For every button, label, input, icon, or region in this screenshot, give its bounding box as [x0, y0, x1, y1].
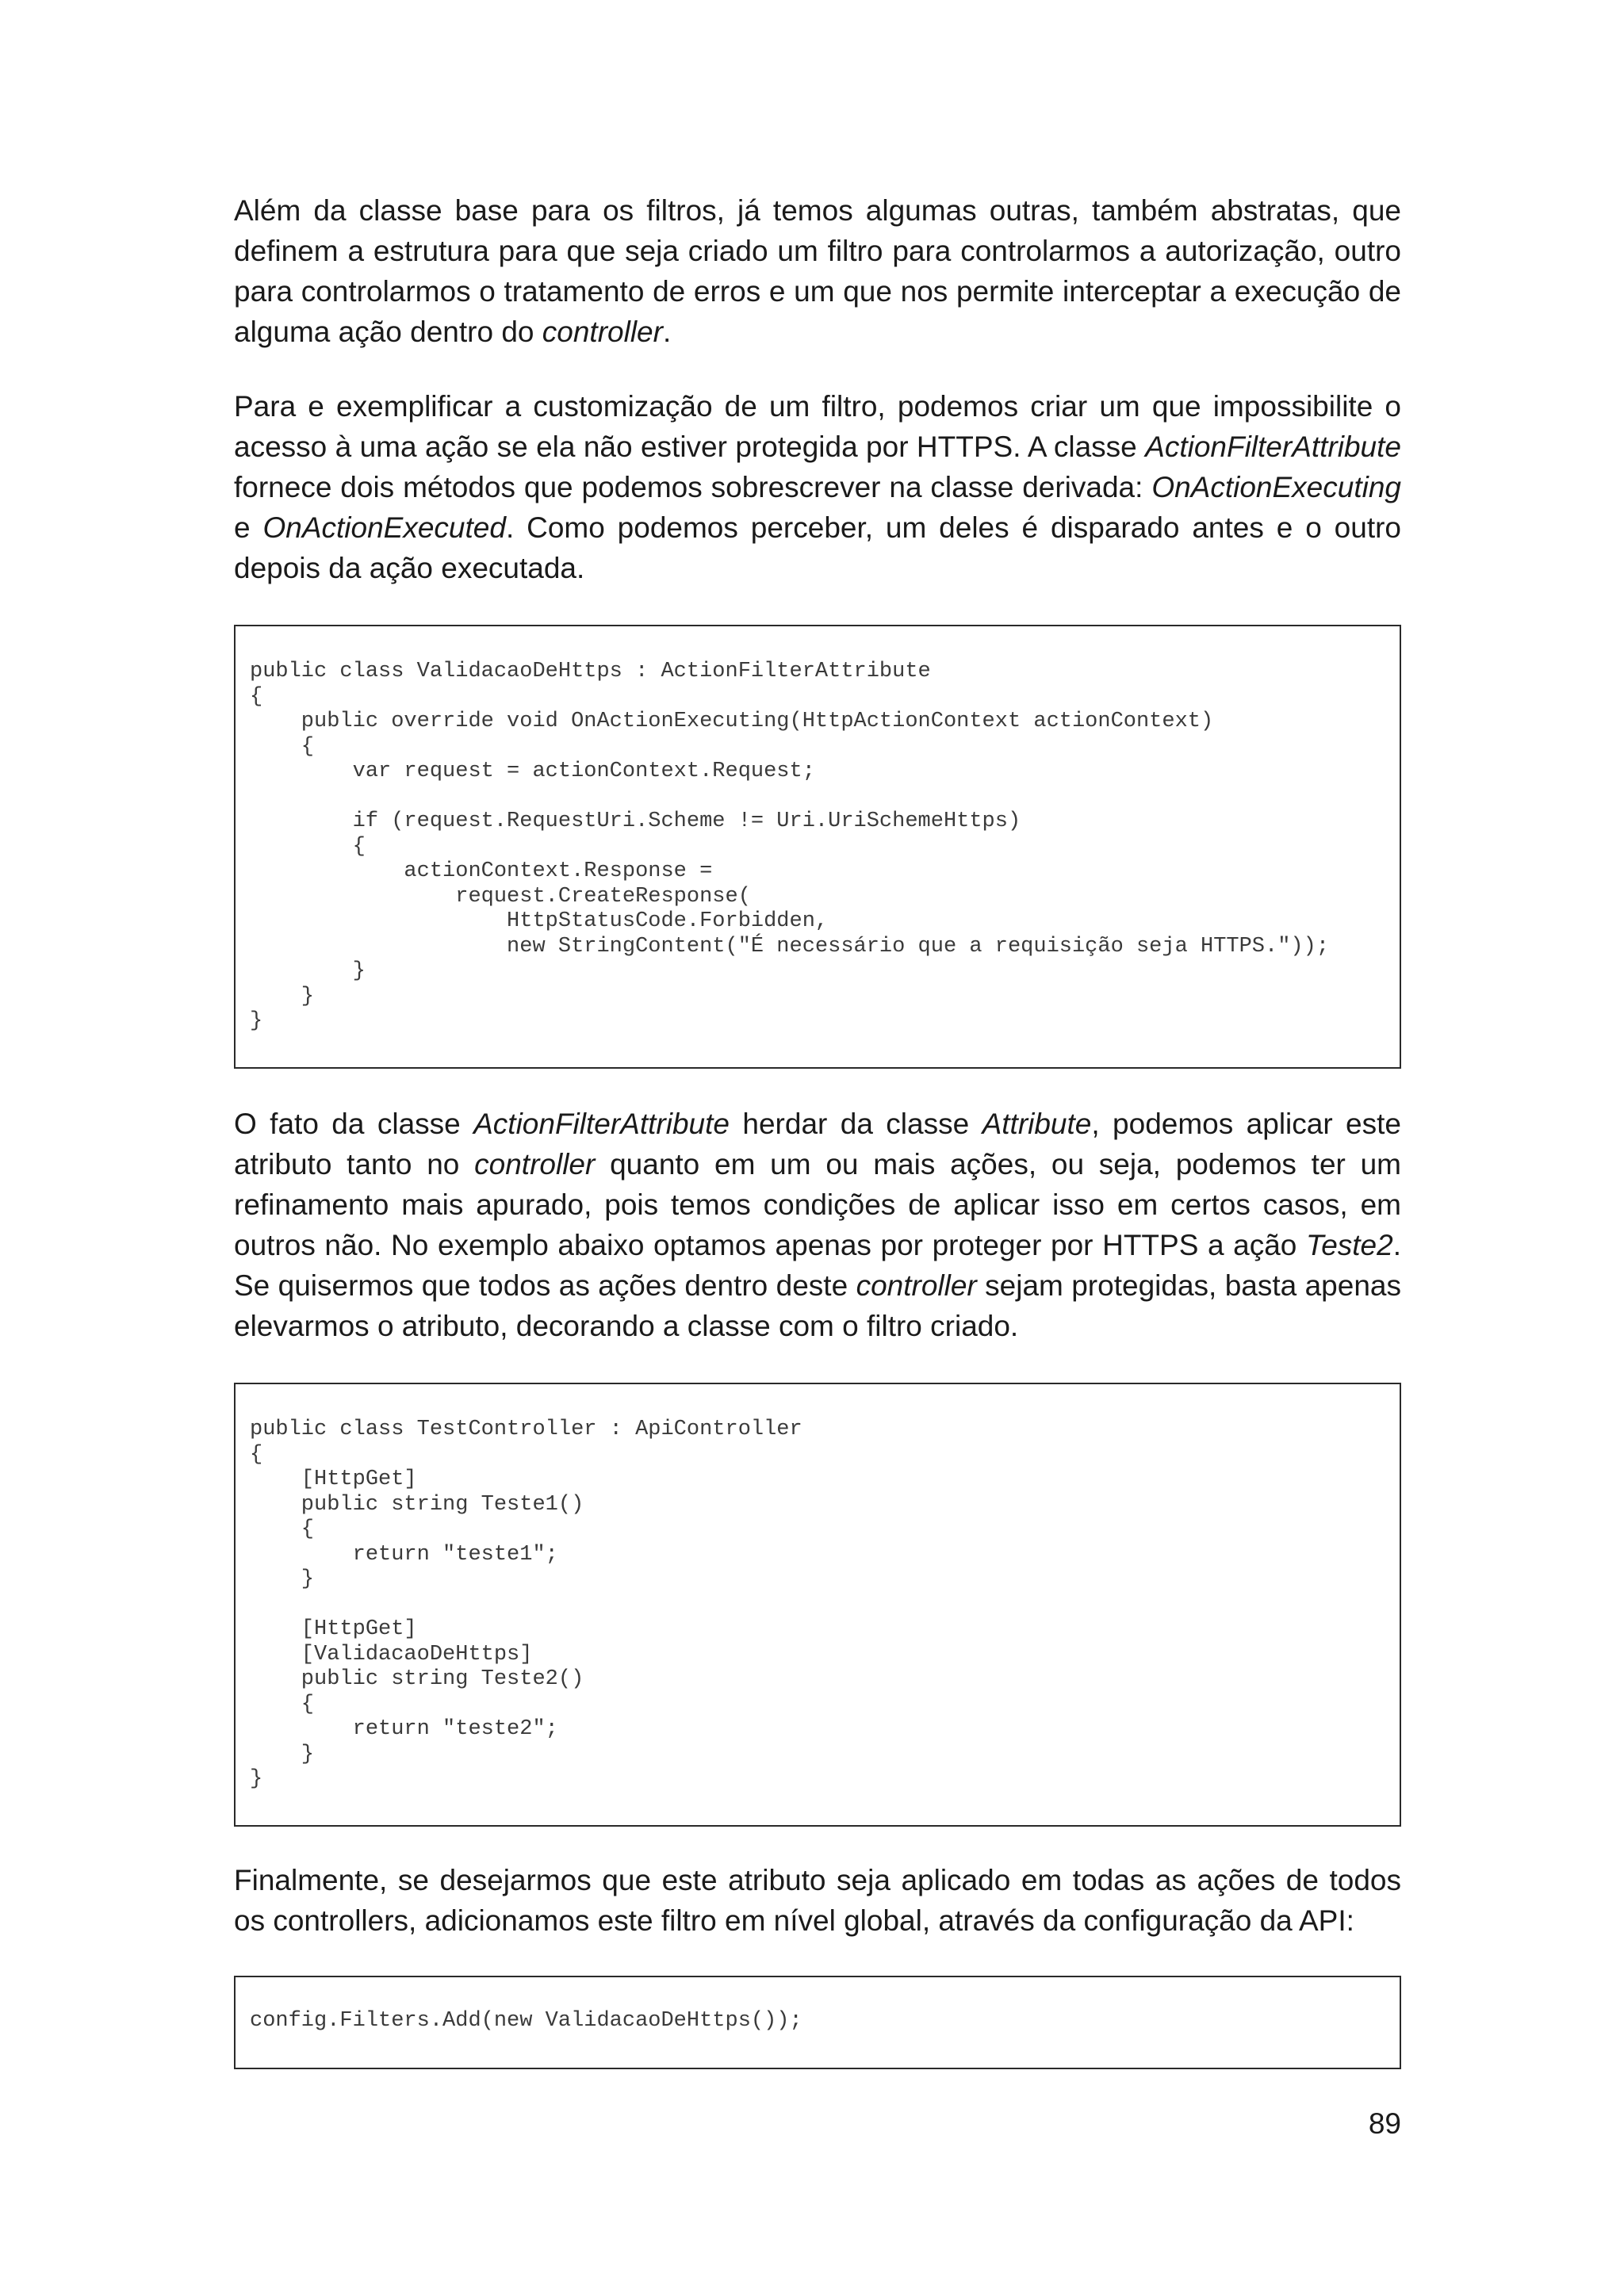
code-line: public class ValidacaoDeHttps : ActionFilterAttribute [250, 660, 931, 683]
body-text: sejam protegidas, basta apenas elevarmos o atributo, decorando a classe com o filtro criado. [234, 1269, 1401, 1342]
code-line: [ValidacaoDeHttps] [250, 1642, 533, 1667]
code-line: { [250, 834, 366, 859]
code-line: request.CreateResponse( [250, 884, 751, 909]
code-line: public class TestController : ApiController [250, 1418, 802, 1441]
code-line: config.Filters.Add(new ValidacaoDeHttps()); [250, 2009, 802, 2033]
body-text: quanto em um ou mais ações, ou seja, podemos ter um refinamento mais apurado, pois temos condições de aplicar isso em certos casos, em outros não. No exemplo abaixo optamos apenas por proteger por HTTPS a ação [234, 1148, 1401, 1261]
body-text: . Se quisermos que todos as ações dentro deste [234, 1229, 1401, 1302]
emphasis-text: OnActionExecuting [1151, 471, 1401, 503]
body-text: fornece dois métodos que podemos sobrescrever na classe derivada: [234, 471, 1152, 503]
body-text: . [662, 316, 672, 348]
code-line: { [250, 1442, 263, 1467]
code-line: { [250, 684, 263, 709]
code-line: } [250, 984, 315, 1008]
page-content [234, 190, 1401, 2069]
code-line: return "teste2"; [250, 1717, 558, 1741]
emphasis-text: controller [856, 1269, 977, 1302]
emphasis-text: controller [474, 1148, 596, 1181]
body-text: Finalmente, se desejarmos que este atributo seja aplicado em todas as ações de todos os controllers, adicionamos este filtro em nível global, através da configuração da API: [234, 1864, 1401, 1937]
code-line: if (request.RequestUri.Scheme != Uri.UriSchemeHttps) [250, 809, 1021, 833]
emphasis-text: controller [542, 316, 663, 348]
code-line: { [250, 734, 315, 759]
code-line: return "teste1"; [250, 1542, 558, 1567]
paragraph-3 [234, 1104, 1401, 1346]
code-line: { [250, 1517, 315, 1541]
code-line: } [250, 1742, 315, 1766]
paragraph-1 [234, 190, 1401, 352]
body-text: herdar da classe [729, 1108, 982, 1140]
emphasis-text: OnActionExecuted [262, 511, 506, 544]
emphasis-text: Teste2 [1306, 1229, 1393, 1261]
code-line: var request = actionContext.Request; [250, 760, 815, 783]
page-number: 89 [1368, 2107, 1401, 2140]
code-line: public string Teste2() [250, 1667, 584, 1691]
code-line: [HttpGet] [250, 1617, 417, 1641]
code-block-validacao-de-https [234, 625, 1401, 1069]
body-text: e [234, 511, 263, 544]
code-line: actionContext.Response = [250, 859, 713, 883]
code-line [250, 785, 1385, 810]
paragraph-2 [234, 386, 1401, 588]
code-line: } [250, 1567, 315, 1591]
body-text: Para e exemplificar a customização de um filtro, podemos criar um que impossibilite o acesso à uma ação se ela não estiver protegida por HTTPS. A classe [234, 390, 1401, 463]
code-block-test-controller [234, 1383, 1401, 1827]
code-line [250, 1593, 1385, 1618]
code-line: } [250, 1009, 263, 1033]
emphasis-text: Attribute [982, 1108, 1092, 1140]
code-line: { [250, 1692, 315, 1716]
code-line: HttpStatusCode.Forbidden, [250, 909, 829, 933]
code-line: } [250, 959, 366, 983]
paragraph-4 [234, 1860, 1401, 1941]
emphasis-text: ActionFilterAttribute [1145, 430, 1401, 463]
body-text: Além da classe base para os filtros, já temos algumas outras, também abstratas, que definem a estrutura para que seja criado um filtro para controlarmos a autorização, outro para controlarmos o tratamento de erros e um que nos permite interceptar a execução de alguma ação dentro do [234, 194, 1401, 348]
code-block-global-filter [234, 1976, 1401, 2069]
code-line: public string Teste1() [250, 1492, 584, 1517]
body-text: , podemos aplicar este atributo tanto no [234, 1108, 1401, 1181]
emphasis-text: ActionFilterAttribute [473, 1108, 730, 1140]
code-line: public override void OnActionExecuting(HttpActionContext actionContext) [250, 710, 1214, 733]
code-line: new StringContent("É necessário que a requisição seja HTTPS.")); [250, 934, 1330, 959]
body-text: . Como podemos perceber, um deles é disparado antes e o outro depois da ação executada. [234, 511, 1401, 584]
code-line: } [250, 1767, 263, 1791]
body-text: O fato da classe [234, 1108, 474, 1140]
code-line: [HttpGet] [250, 1468, 417, 1491]
